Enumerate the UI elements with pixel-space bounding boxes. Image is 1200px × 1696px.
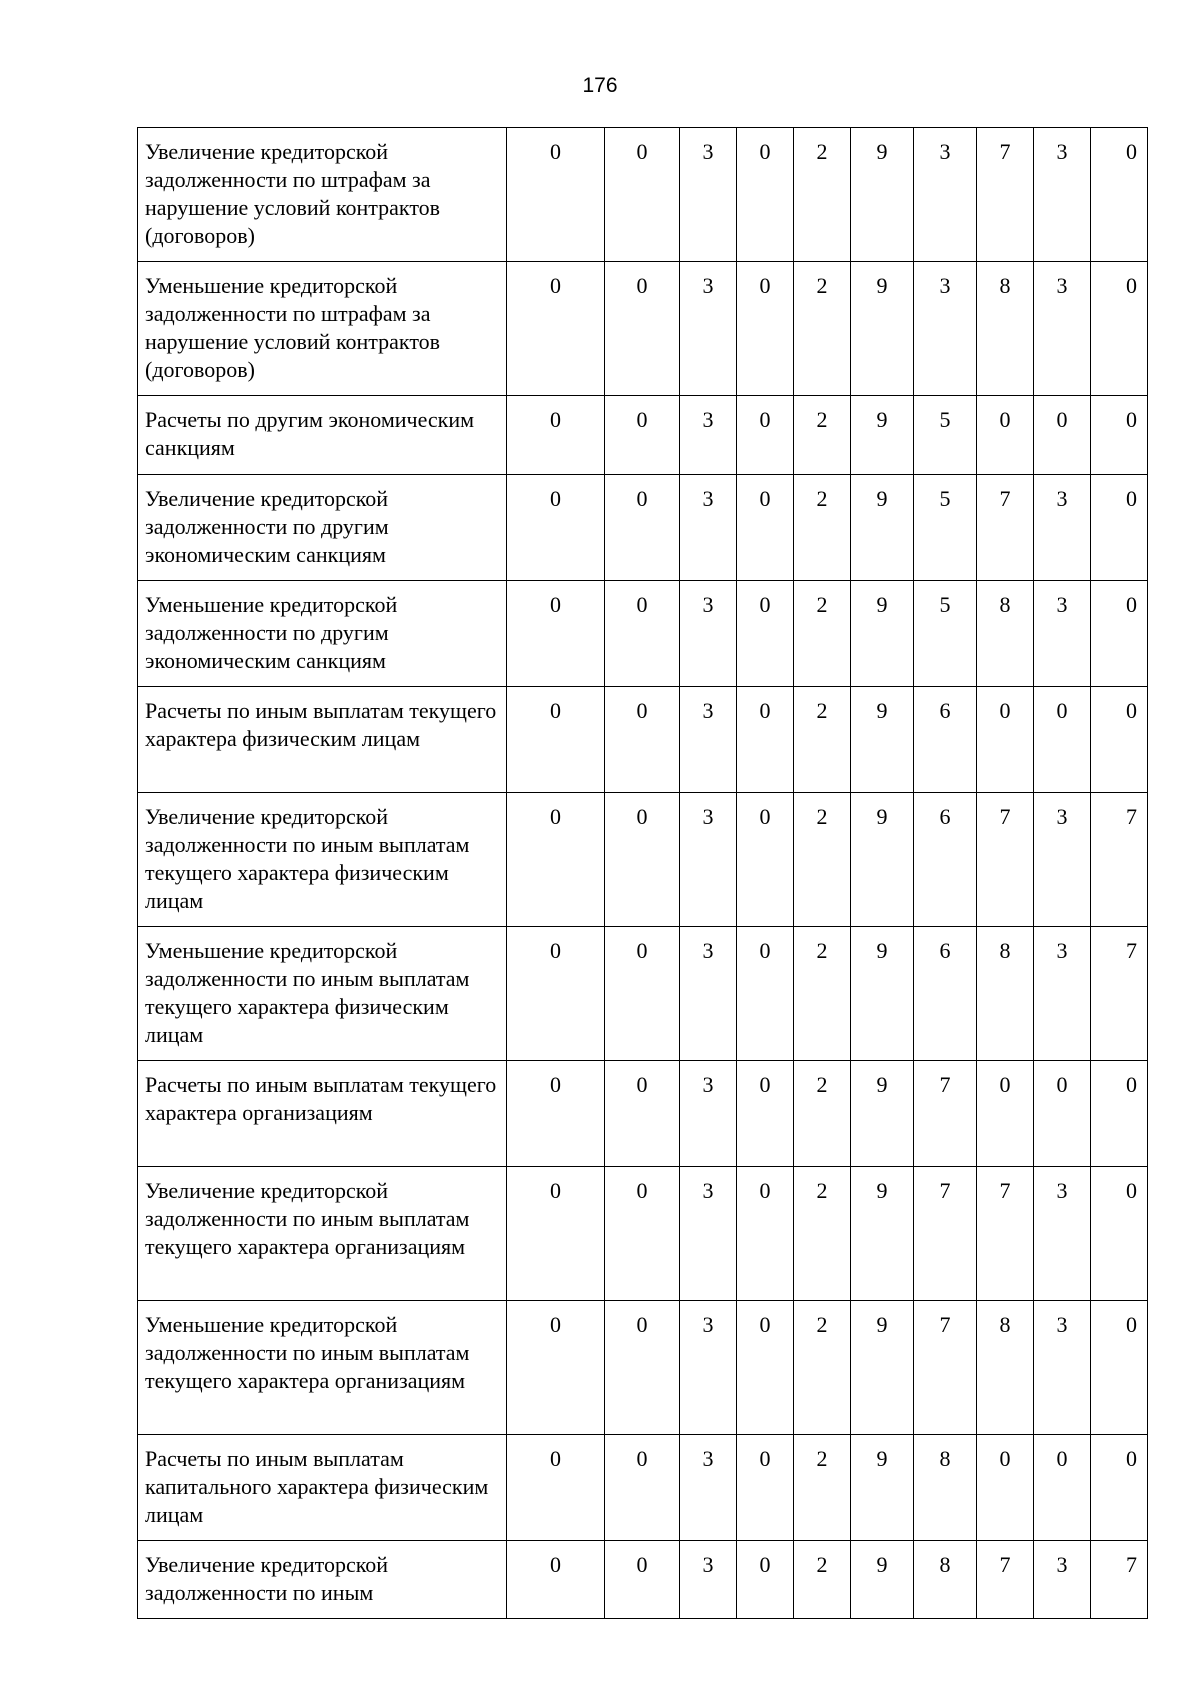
code-digit: 8 [977, 262, 1034, 396]
code-digit: 9 [851, 927, 914, 1061]
code-digit: 3 [680, 396, 737, 475]
code-digit: 2 [794, 396, 851, 475]
code-digit: 9 [851, 687, 914, 793]
code-digit: 0 [977, 396, 1034, 475]
code-digit: 0 [1091, 262, 1148, 396]
table-row [138, 687, 1148, 793]
code-digit: 3 [1034, 1301, 1091, 1435]
code-digit: 2 [794, 475, 851, 581]
code-digit: 2 [794, 793, 851, 927]
page-number: 176 [582, 74, 618, 97]
row-label: Расчеты по другим экономическим санкциям [138, 396, 507, 475]
code-digit: 0 [605, 475, 680, 581]
row-label: Уменьшение кредиторской задолженности по иным выплатам текущего характера физическим лицам [138, 927, 507, 1061]
code-digit: 3 [1034, 1167, 1091, 1301]
code-digit: 2 [794, 1541, 851, 1619]
code-digit: 0 [507, 1301, 605, 1435]
code-digit: 3 [1034, 1541, 1091, 1619]
code-digit: 0 [1091, 1435, 1148, 1541]
row-label: Уменьшение кредиторской задолженности по иным выплатам текущего характера организациям [138, 1301, 507, 1435]
code-digit: 0 [737, 396, 794, 475]
table-row [138, 581, 1148, 687]
code-digit: 0 [737, 1167, 794, 1301]
code-digit: 0 [507, 793, 605, 927]
code-digit: 0 [1091, 1061, 1148, 1167]
table-row [138, 475, 1148, 581]
code-digit: 0 [737, 1541, 794, 1619]
code-digit: 0 [605, 581, 680, 687]
code-digit: 8 [977, 1301, 1034, 1435]
code-digit: 3 [680, 1541, 737, 1619]
code-digit: 3 [680, 1435, 737, 1541]
code-digit: 5 [914, 475, 977, 581]
table-row [138, 1167, 1148, 1301]
row-label: Увеличение кредиторской задолженности по иным выплатам текущего характера физическим лицам [138, 793, 507, 927]
code-digit: 3 [680, 262, 737, 396]
code-digit: 7 [1091, 927, 1148, 1061]
code-digit: 0 [737, 1301, 794, 1435]
code-digit: 0 [1091, 396, 1148, 475]
code-digit: 0 [605, 1167, 680, 1301]
code-digit: 0 [507, 1061, 605, 1167]
code-digit: 3 [680, 793, 737, 927]
code-digit: 5 [914, 581, 977, 687]
code-digit: 7 [914, 1061, 977, 1167]
code-digit: 0 [737, 927, 794, 1061]
account-codes-table [137, 127, 1148, 1619]
code-digit: 3 [1034, 581, 1091, 687]
row-label: Уменьшение кредиторской задолженности по другим экономическим санкциям [138, 581, 507, 687]
code-digit: 7 [914, 1167, 977, 1301]
code-digit: 0 [737, 793, 794, 927]
code-digit: 2 [794, 1061, 851, 1167]
code-digit: 3 [680, 1167, 737, 1301]
code-digit: 0 [605, 262, 680, 396]
row-label: Увеличение кредиторской задолженности по штрафам за нарушение условий контрактов (договоров) [138, 128, 507, 262]
code-digit: 9 [851, 1435, 914, 1541]
code-digit: 8 [914, 1541, 977, 1619]
code-digit: 3 [680, 581, 737, 687]
code-digit: 7 [977, 128, 1034, 262]
code-digit: 9 [851, 1301, 914, 1435]
code-digit: 2 [794, 262, 851, 396]
code-digit: 0 [1091, 581, 1148, 687]
code-digit: 7 [977, 475, 1034, 581]
code-digit: 0 [977, 687, 1034, 793]
code-digit: 0 [1091, 128, 1148, 262]
code-digit: 5 [914, 396, 977, 475]
code-digit: 6 [914, 793, 977, 927]
code-digit: 7 [977, 793, 1034, 927]
code-digit: 0 [507, 262, 605, 396]
code-digit: 0 [1034, 687, 1091, 793]
code-digit: 6 [914, 927, 977, 1061]
code-digit: 2 [794, 128, 851, 262]
code-digit: 0 [605, 1541, 680, 1619]
code-digit: 9 [851, 1167, 914, 1301]
code-digit: 0 [977, 1061, 1034, 1167]
code-digit: 0 [507, 396, 605, 475]
code-digit: 2 [794, 687, 851, 793]
row-label: Увеличение кредиторской задолженности по иным [138, 1541, 507, 1619]
code-digit: 0 [1091, 475, 1148, 581]
code-digit: 3 [680, 128, 737, 262]
code-digit: 9 [851, 581, 914, 687]
code-digit: 9 [851, 128, 914, 262]
code-digit: 0 [737, 687, 794, 793]
code-digit: 3 [914, 128, 977, 262]
code-digit: 2 [794, 581, 851, 687]
code-digit: 3 [680, 687, 737, 793]
code-digit: 0 [605, 793, 680, 927]
row-label: Расчеты по иным выплатам текущего характера физическим лицам [138, 687, 507, 793]
code-digit: 0 [977, 1435, 1034, 1541]
code-digit: 0 [605, 687, 680, 793]
code-digit: 0 [737, 128, 794, 262]
code-digit: 0 [507, 1167, 605, 1301]
table-row [138, 262, 1148, 396]
code-digit: 2 [794, 1167, 851, 1301]
code-digit: 2 [794, 1435, 851, 1541]
code-digit: 2 [794, 1301, 851, 1435]
code-digit: 6 [914, 687, 977, 793]
row-label: Увеличение кредиторской задолженности по другим экономическим санкциям [138, 475, 507, 581]
code-digit: 2 [794, 927, 851, 1061]
code-digit: 3 [1034, 927, 1091, 1061]
code-digit: 3 [680, 475, 737, 581]
code-digit: 0 [507, 128, 605, 262]
code-digit: 3 [680, 927, 737, 1061]
code-digit: 0 [1091, 1301, 1148, 1435]
code-digit: 0 [605, 1061, 680, 1167]
code-digit: 9 [851, 262, 914, 396]
code-digit: 0 [737, 475, 794, 581]
code-digit: 8 [977, 581, 1034, 687]
table-row [138, 1061, 1148, 1167]
code-digit: 7 [977, 1167, 1034, 1301]
code-digit: 7 [914, 1301, 977, 1435]
code-digit: 3 [1034, 793, 1091, 927]
code-digit: 0 [605, 128, 680, 262]
table-row [138, 1435, 1148, 1541]
table-row [138, 1301, 1148, 1435]
row-label: Расчеты по иным выплатам капитального характера физическим лицам [138, 1435, 507, 1541]
table-row [138, 1541, 1148, 1619]
code-digit: 7 [977, 1541, 1034, 1619]
table-row [138, 396, 1148, 475]
row-label: Увеличение кредиторской задолженности по иным выплатам текущего характера организациям [138, 1167, 507, 1301]
code-digit: 0 [507, 1435, 605, 1541]
code-digit: 0 [1091, 1167, 1148, 1301]
row-label: Расчеты по иным выплатам текущего характера организациям [138, 1061, 507, 1167]
code-digit: 0 [507, 1541, 605, 1619]
code-digit: 0 [737, 581, 794, 687]
code-digit: 0 [737, 1435, 794, 1541]
code-digit: 9 [851, 1541, 914, 1619]
code-digit: 9 [851, 793, 914, 927]
code-digit: 0 [605, 1301, 680, 1435]
code-digit: 3 [1034, 262, 1091, 396]
table-row [138, 793, 1148, 927]
code-digit: 0 [737, 262, 794, 396]
code-digit: 9 [851, 1061, 914, 1167]
code-digit: 0 [1091, 687, 1148, 793]
code-digit: 3 [680, 1301, 737, 1435]
code-digit: 7 [1091, 793, 1148, 927]
code-digit: 0 [737, 1061, 794, 1167]
code-digit: 0 [507, 581, 605, 687]
code-digit: 9 [851, 396, 914, 475]
code-digit: 3 [914, 262, 977, 396]
code-digit: 9 [851, 475, 914, 581]
code-digit: 0 [507, 687, 605, 793]
code-digit: 0 [1034, 1435, 1091, 1541]
code-digit: 3 [1034, 128, 1091, 262]
row-label: Уменьшение кредиторской задолженности по штрафам за нарушение условий контрактов (договоров) [138, 262, 507, 396]
code-digit: 3 [1034, 475, 1091, 581]
code-digit: 0 [507, 927, 605, 1061]
table-row [138, 128, 1148, 262]
code-digit: 3 [680, 1061, 737, 1167]
code-digit: 0 [1034, 1061, 1091, 1167]
table-row [138, 927, 1148, 1061]
code-digit: 0 [605, 1435, 680, 1541]
code-digit: 7 [1091, 1541, 1148, 1619]
code-digit: 8 [977, 927, 1034, 1061]
code-digit: 0 [605, 927, 680, 1061]
code-digit: 0 [507, 475, 605, 581]
code-digit: 8 [914, 1435, 977, 1541]
code-digit: 0 [1034, 396, 1091, 475]
code-digit: 0 [605, 396, 680, 475]
